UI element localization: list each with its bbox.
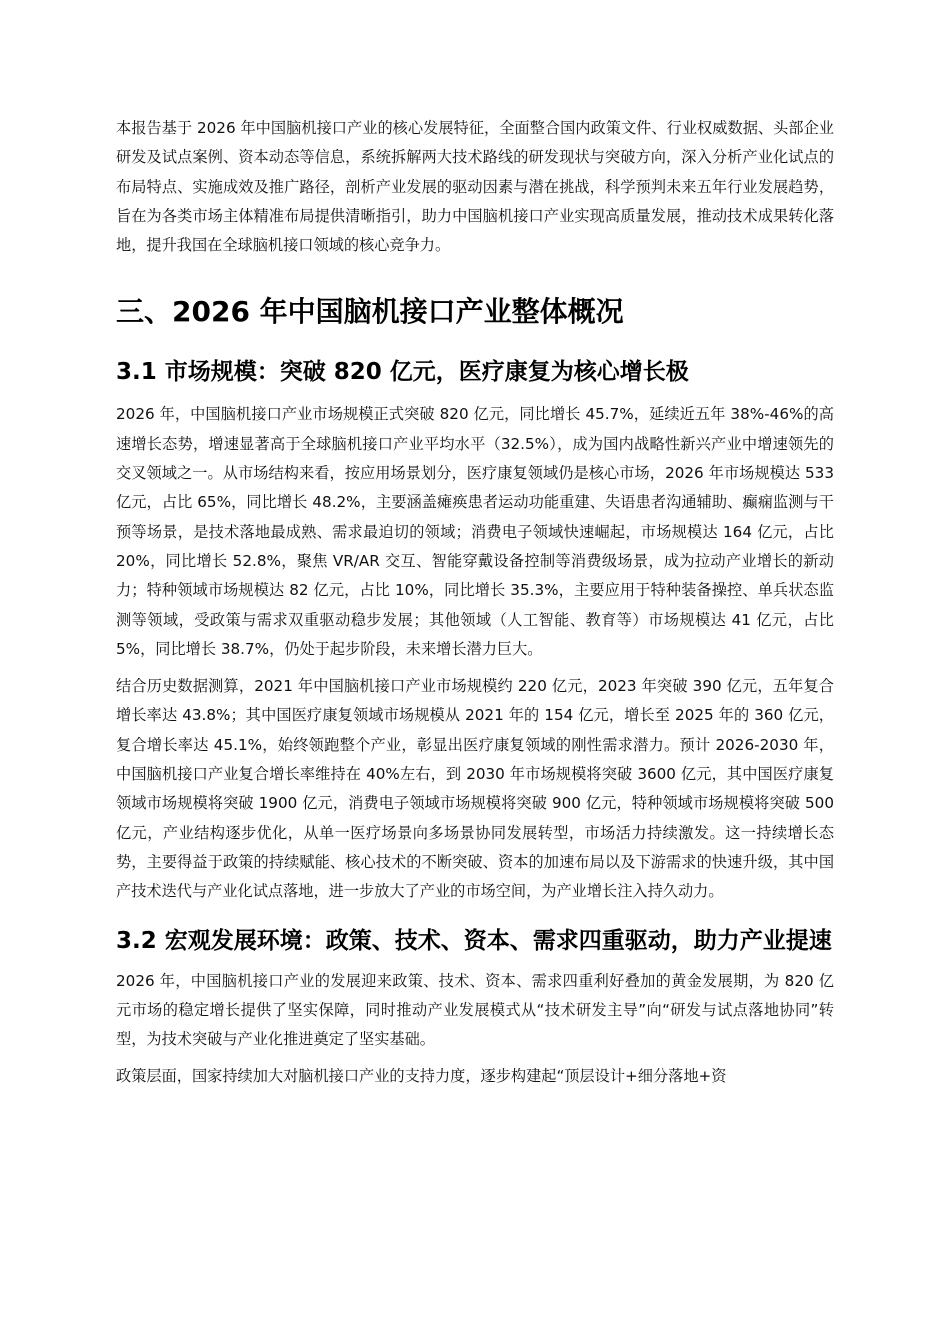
section-3-heading: 三、2026 年中国脑机接口产业整体概况 [116, 295, 624, 329]
section-3-1-paragraph-market-size: 2026 年，中国脑机接口产业市场规模正式突破 820 亿元，同比增长 45.7%，延续近五年 38%-46%的高速增长态势，增速显著高于全球脑机接口产业平均水平（32.5%），成为国内战略性新兴产业中增速领先的交叉领域之一。从市场结构来看，按应用场景划分，医疗康复领域仍是核心市场，2026 年市场规模达 533 亿元，占比 65%，同比增长 48.2%，主要涵盖瘫痪患者运动功能重建、失语患者沟通辅助、癫痫监测与干预等场景，是技术落地最成熟、需求最迫切的领域；消费电子领域快速崛起，市场规模达 164 亿元，占比 20%，同比增长 52.8%，聚焦 VR/AR 交互、智能穿戴设备控制等消费级场景，成为拉动产业增长的新动力；特种领域市场规模达 82 亿元，占比 10%，同比增长 35.3%，主要应用于特种装备操控、单兵状态监测等领域，受政策与需求双重驱动稳步发展；其他领域（人工智能、教育等）市场规模达 41 亿元，占比 5%，同比增长 38.7%，仍处于起步阶段，未来增长潜力巨大。 [116, 405, 834, 658]
section-3-2-paragraph-drivers: 2026 年，中国脑机接口产业的发展迎来政策、技术、资本、需求四重利好叠加的黄金发展期，为 820 亿元市场的稳定增长提供了坚实保障，同时推动产业发展模式从“技术研发主导”向“研发与试点落地协同”转型，为技术突破与产业化推进奠定了坚实基础。 [116, 971, 834, 1049]
section-3-1-paragraph-history-forecast: 结合历史数据测算，2021 年中国脑机接口产业市场规模约 220 亿元，2023 年突破 390 亿元，五年复合增长率达 43.8%；其中国医疗康复领域市场规模从 2021 年的 154 亿元，增长至 2025 年的 360 亿元，复合增长率达 45.1%，始终领跑整个产业，彰显出医疗康复领域的刚性需求潜力。预计 2026-2030 年，中国脑机接口产业复合增长率维持在 40%左右，到 2030 年市场规模将突破 3600 亿元，其中国医疗康复领域市场规模将突破 1900 亿元，消费电子领域市场规模将突破 900 亿元，特种领域市场规模将突破 500 亿元，产业结构逐步优化，从单一医疗场景向多场景协同发展转型，市场活力持续激发。这一持续增长态势，主要得益于政策的持续赋能、核心技术的不断突破、资本的加速布局以及下游需求的快速升级，其中国产技术迭代与产业化试点落地，进一步放大了产业的市场空间，为产业增长注入持久动力。 [116, 677, 834, 901]
document-body [116, 114, 834, 1092]
intro-paragraph: 本报告基于 2026 年中国脑机接口产业的核心发展特征，全面整合国内政策文件、行业权威数据、头部企业研发及试点案例、资本动态等信息，系统拆解两大技术路线的研发现状与突破方向，深入分析产业化试点的布局特点、实施成效及推广路径，剖析产业发展的驱动因素与潜在挑战，科学预判未来五年行业发展趋势，旨在为各类市场主体精准布局提供清晰指引，助力中国脑机接口产业实现高质量发展，推动技术成果转化落地，提升我国在全球脑机接口领域的核心竞争力。 [116, 119, 834, 255]
section-3-2-paragraph-policy: 政策层面，国家持续加大对脑机接口产业的支持力度，逐步构建起“顶层设计+细分落地+资 [116, 1067, 727, 1086]
section-3-2-heading: 3.2 宏观发展环境：政策、技术、资本、需求四重驱动，助力产业提速 [116, 927, 832, 954]
section-3-1-heading: 3.1 市场规模：突破 820 亿元，医疗康复为核心增长极 [116, 359, 689, 386]
